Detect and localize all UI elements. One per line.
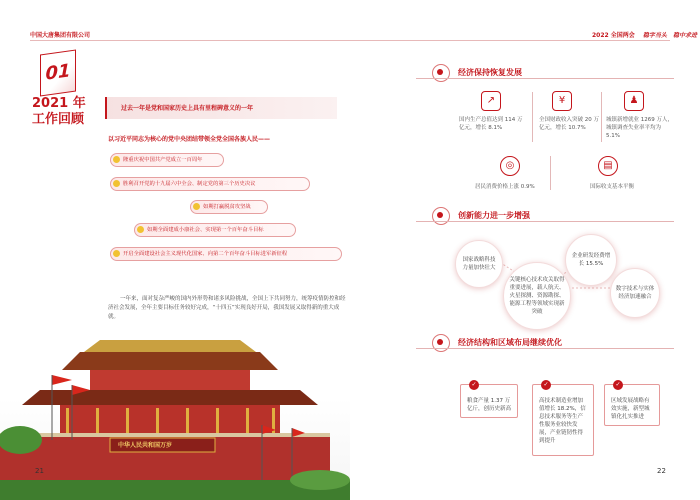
intro-subtitle: 以习近平同志为核心的党中央团结带领全党全国各族人民—— <box>108 136 271 143</box>
quote-banner <box>105 97 337 119</box>
stat-divider <box>532 92 533 142</box>
section-title-innovation: 创新能力进一步增强 <box>458 211 530 220</box>
section-divider <box>416 221 674 222</box>
achievement-item <box>134 223 296 237</box>
stat-gdp: 国内生产总值达到 114 万亿元，增长 8.1% <box>459 117 523 131</box>
section-emblem-icon <box>432 64 450 82</box>
achievement-text: 隆重庆祝中国共产党成立一百周年 <box>123 157 203 163</box>
company-name: 中国大唐集团有限公司 <box>30 32 91 39</box>
stat-revenue: 全国财政收入突破 20 万亿元，增长 10.7% <box>539 117 599 131</box>
section-number-tile <box>40 49 76 96</box>
review-paragraph: 一年来，面对复杂严峻的国内外形势和诸多风险挑战，全国上下共同努力，统筹疫情防控和经济社会发展，全年主要目标任务较好完成，“十四五”实现良好开局，我国发展又取得新的重大成就。 <box>108 296 346 320</box>
achievement-item <box>110 177 310 191</box>
quote-text: 过去一年是党和国家历史上具有里程碑意义的一年 <box>121 105 254 112</box>
section-title-structure: 经济结构和区域布局继续优化 <box>458 338 562 347</box>
check-icon: ✓ <box>469 380 479 390</box>
section-divider <box>416 78 674 79</box>
consumer-icon: ◎ <box>500 156 520 176</box>
achievement-text: 胜利召开党的十九届六中全会、制定党的第三个历史决议 <box>123 181 256 187</box>
review-year: 2021 年 <box>32 96 86 111</box>
structure-text: 高技术制造业增加值增长 18.2%，信息技术服务等生产性服务业较快发展，产业链韧性得到提升 <box>539 398 586 444</box>
bullet-icon <box>113 250 120 257</box>
section-title-economy: 经济保持恢复发展 <box>458 68 522 77</box>
page-number-left: 21 <box>35 467 44 475</box>
header-tag-2: 稳中求进 <box>673 32 698 39</box>
header-divider-right <box>350 40 670 41</box>
header-event: 2022 全国两会 <box>592 32 635 39</box>
stat-divider <box>601 92 602 142</box>
section-emblem-icon <box>432 207 450 225</box>
section-emblem-icon <box>432 334 450 352</box>
achievement-text: 开启全面建设社会主义现代化国家、向第二个百年奋斗目标进军新征程 <box>123 251 288 257</box>
achievement-text: 如期打赢脱贫攻坚战 <box>203 204 251 210</box>
achievement-item <box>190 200 268 214</box>
section-number: 01 <box>45 60 71 85</box>
structure-box <box>532 381 594 456</box>
achievement-item <box>110 247 342 261</box>
innovation-bubble <box>565 234 617 286</box>
innovation-bubble <box>610 268 660 318</box>
innovation-text: 数字技术与实体经济加速融合 <box>615 286 655 300</box>
stat-cpi: 居民消费价格上涨 0.9% <box>475 184 535 190</box>
header-divider-left <box>30 40 350 41</box>
structure-box <box>604 381 660 426</box>
stat-employment: 城镇新增就业 1269 万人，城镇调查失业率平均为 5.1% <box>606 117 673 139</box>
structure-text: 区域发展战略有效实施，新型城镇化扎实推进 <box>611 398 650 420</box>
stat-balance: 国际收支基本平衡 <box>590 184 635 190</box>
tiananmen-photo <box>0 330 350 500</box>
innovation-bubble <box>455 240 503 288</box>
bullet-icon <box>113 156 120 163</box>
review-title: 工作回顾 <box>32 112 85 127</box>
header-title-right <box>592 30 697 39</box>
innovation-text: 企业研发经费增长 15.5% <box>571 253 611 267</box>
growth-chart-icon: ↗ <box>481 91 501 111</box>
innovation-text: 国家战略科技力量加快壮大 <box>462 257 496 271</box>
check-icon: ✓ <box>541 380 551 390</box>
balance-icon: ▤ <box>598 156 618 176</box>
innovation-text: 关键核心技术攻关取得重要进展，载人航天、火星探测、资源勘探、能源工程等领域实现新突破 <box>509 277 565 315</box>
people-icon: ♟ <box>624 91 644 111</box>
stat-divider <box>550 156 551 190</box>
bullet-icon <box>113 180 120 187</box>
bullet-icon <box>193 203 200 210</box>
innovation-bubble-main <box>503 262 571 330</box>
section-divider <box>416 348 674 349</box>
structure-box <box>460 381 518 418</box>
review-heading <box>32 96 86 128</box>
structure-text: 粮食产量 1.37 万亿斤，创历史新高 <box>467 398 512 412</box>
revenue-bag-icon: ¥ <box>552 91 572 111</box>
achievement-item <box>110 153 224 167</box>
bullet-icon <box>137 226 144 233</box>
gate-banner-text: 中华人民共和国万岁 <box>118 442 173 449</box>
header-tag-1: 稳字当头 <box>642 32 667 39</box>
check-icon: ✓ <box>613 380 623 390</box>
page-number-right: 22 <box>657 467 666 475</box>
achievement-text: 如期全面建成小康社会、实现第一个百年奋斗目标 <box>147 227 264 233</box>
